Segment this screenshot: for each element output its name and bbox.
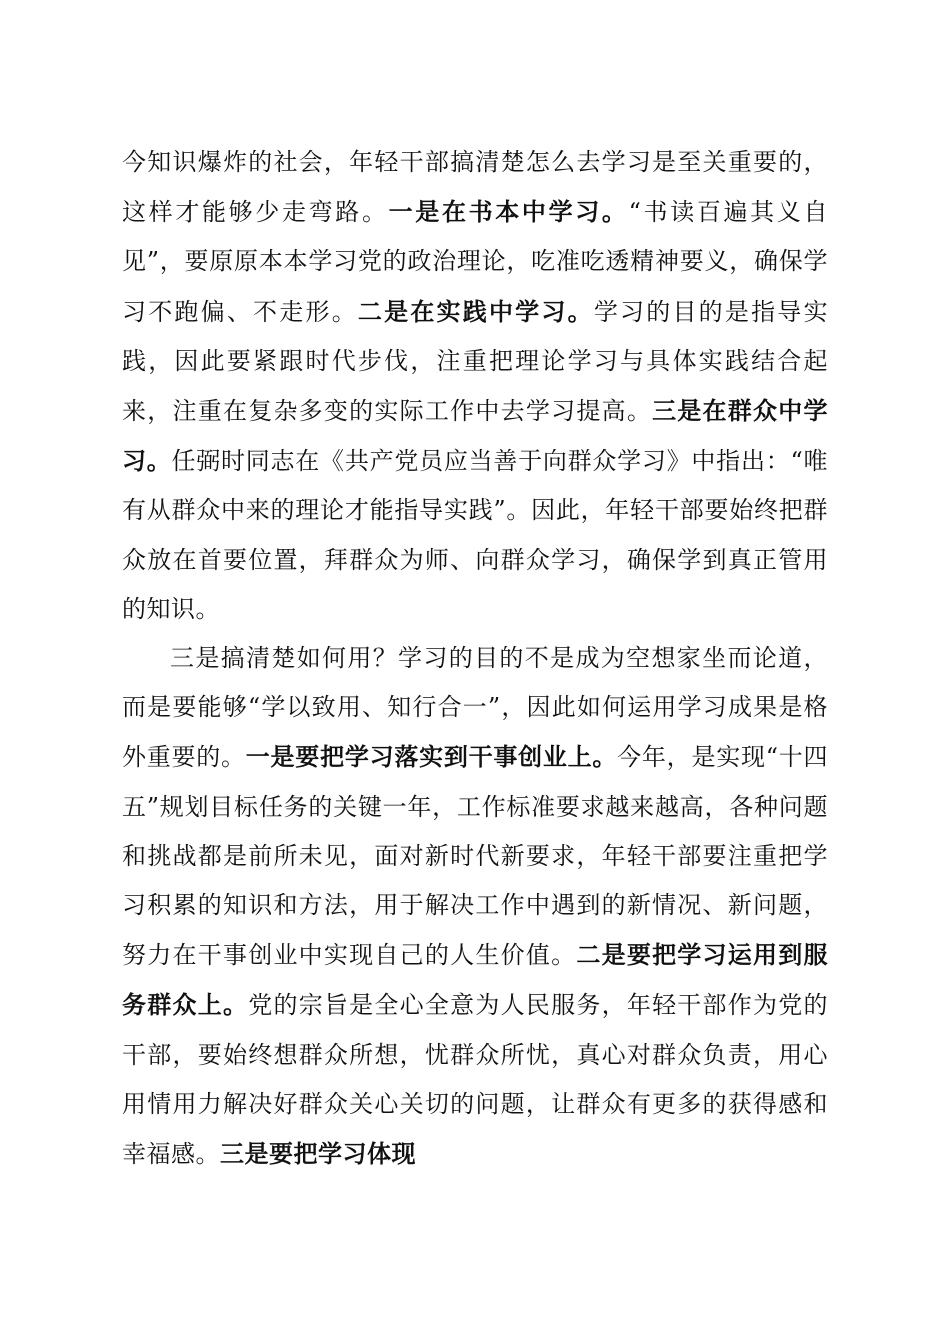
document-body bbox=[122, 138, 828, 1179]
paragraph-how-to-apply bbox=[122, 634, 828, 1179]
text-segment: 学习的目的是指导实践，因此要紧跟时代步伐，注重把理论学习与具体实践结合起来，注重在复杂多变的实际工作中去学习提高。 bbox=[122, 297, 829, 426]
bold-heading-career: 一是要把学习落实到干事创业上。 bbox=[245, 742, 618, 772]
bold-heading-embody: 三是要把学习体现 bbox=[220, 1139, 416, 1169]
bold-heading-masses: 三是在群众中学习。 bbox=[122, 396, 829, 476]
text-segment: 任弼时同志在《共产党员应当善于向群众学习》中指出：“唯有从群众中来的理论才能指导实践”。因此，年轻干部要始终把群众放在首要位置，拜群众为师、向群众学习，确保学到真正管用的知识。 bbox=[122, 447, 828, 623]
paragraph-learning-methods bbox=[122, 138, 828, 634]
bold-heading-books: 一是在书本中学习。 bbox=[388, 197, 629, 227]
bold-heading-practice: 二是在实践中学习。 bbox=[357, 296, 594, 326]
text-segment: 今年，是实现“十四五”规划目标任务的关键一年，工作标准要求越来越高，各种问题和挑战都是前所未见，面对新时代新要求，年轻干部要注重把学习积累的知识和方法，用于解决工作中遇到的新情况、新问题，努力在干事创业中实现自己的人生价值。 bbox=[122, 743, 829, 970]
text-segment: “书读百遍其义自见”，要原原本本学习党的政治理论，吃准吃透精神要义，确保学习不跑偏、不走形。 bbox=[122, 198, 828, 326]
text-segment: 今知识爆炸的社会，年轻干部搞清楚怎么去学习是至关重要的，这样才能够少走弯路。 bbox=[122, 148, 828, 227]
bold-heading-serve-masses: 二是要把学习运用到服务群众上。 bbox=[122, 940, 829, 1020]
text-segment: 三是搞清楚如何用？学习的目的不是成为空想家坐而论道，而是要能够“学以致用、知行合一”，因此如何运用学习成果是格外重要的。 bbox=[122, 644, 828, 772]
text-segment: 党的宗旨是全心全意为人民服务，年轻干部作为党的干部，要始终想群众所想，忧群众所忧，真心对群众负责，用心用情用力解决好群众关心关切的问题，让群众有更多的获得感和幸福感。 bbox=[122, 991, 829, 1169]
